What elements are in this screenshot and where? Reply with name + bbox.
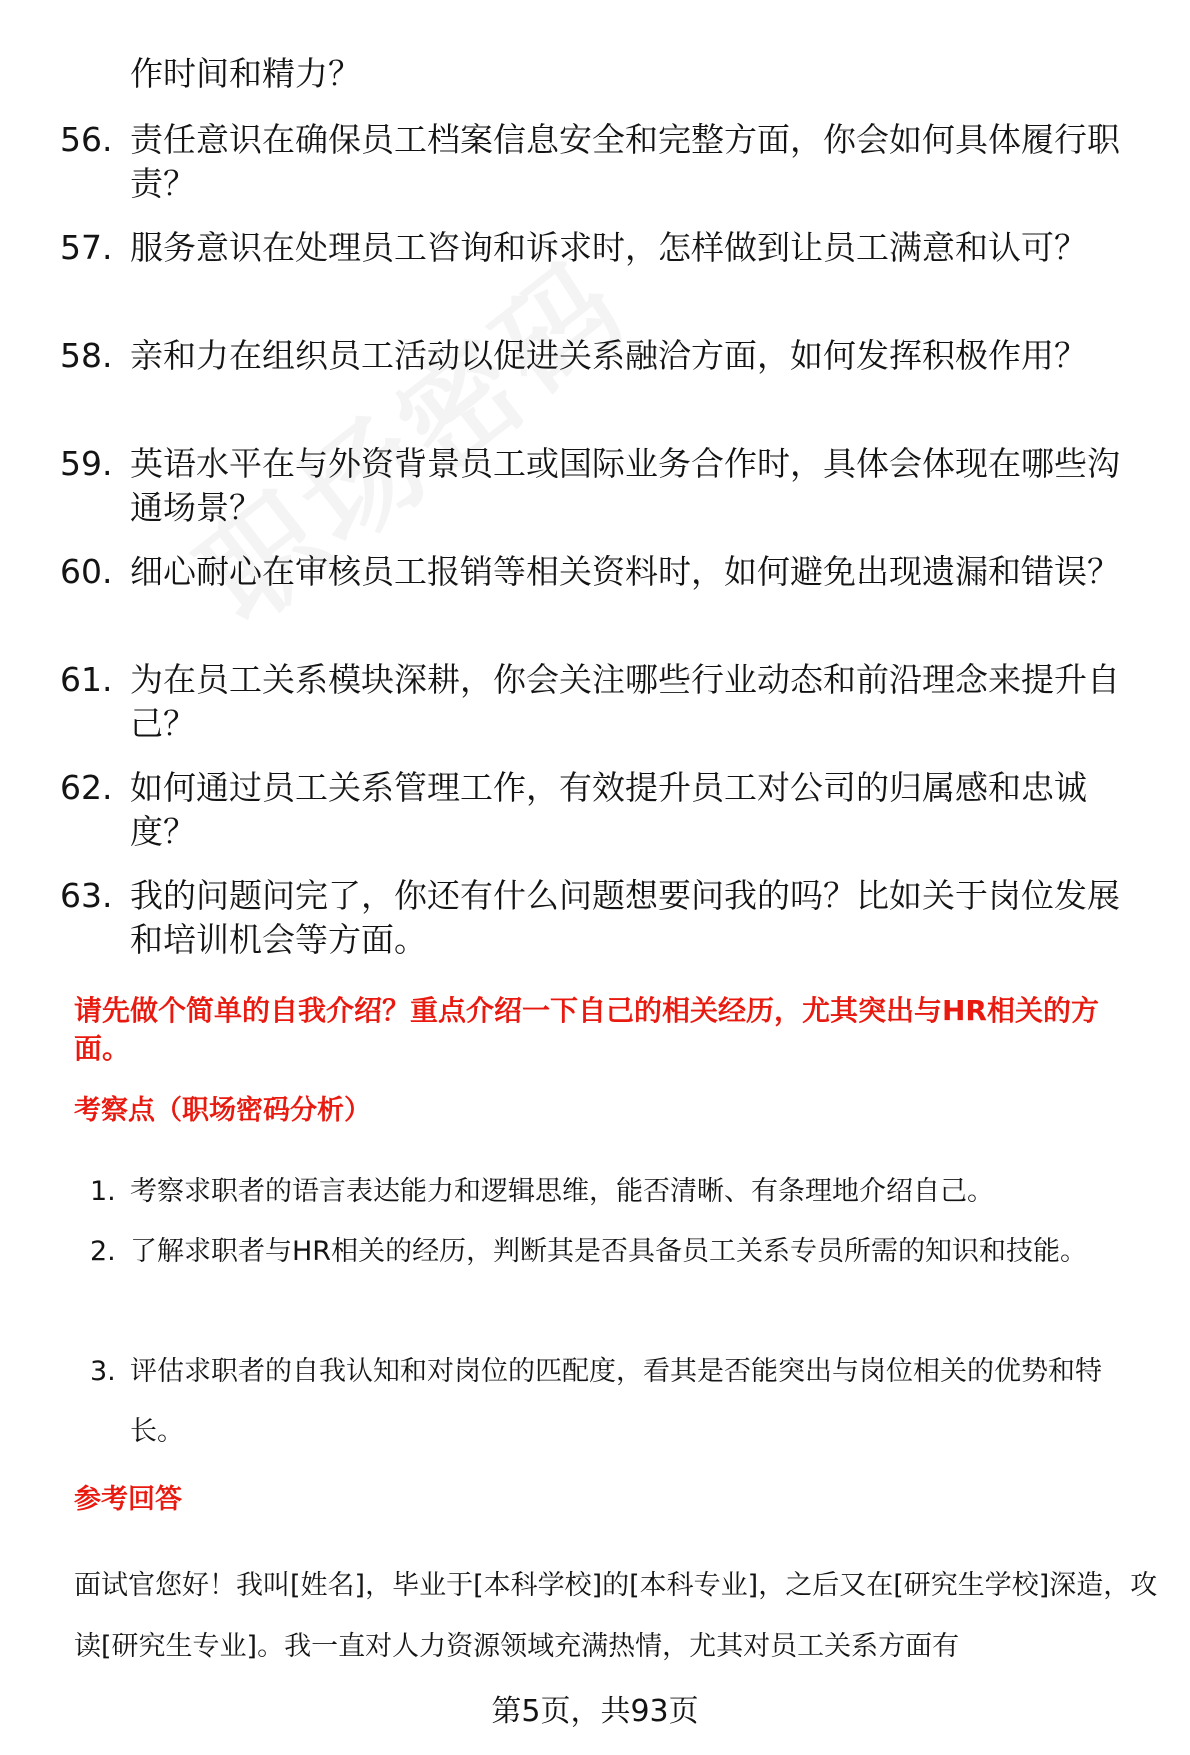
question-number: 61. [60, 660, 113, 699]
points-heading: 考察点（职场密码分析） [74, 1095, 371, 1126]
question-continuation: 作时间和精力？ [130, 54, 361, 93]
question-number: 60. [60, 552, 113, 591]
page-number: 第5页，共93页 [491, 1694, 699, 1729]
question-number: 57. [60, 228, 113, 267]
question-text: 责任意识在确保员工档案信息安全和完整方面，你会如何具体履行职责？ [130, 120, 1120, 203]
question-number: 59. [60, 444, 113, 483]
question-number: 56. [60, 120, 113, 159]
point-number: 1. [90, 1176, 116, 1207]
question-text: 如何通过员工关系管理工作，有效提升员工对公司的归属感和忠诚度？ [130, 768, 1087, 851]
section-question-title: 请先做个简单的自我介绍？重点介绍一下自己的相关经历，尤其突出与HR相关的方面。 [74, 994, 1099, 1065]
point-text: 考察求职者的语言表达能力和逻辑思维，能否清晰、有条理地介绍自己。 [130, 1176, 994, 1207]
question-text: 服务意识在处理员工咨询和诉求时，怎样做到让员工满意和认可？ [130, 228, 1087, 267]
question-number: 58. [60, 336, 113, 375]
question-number: 63. [60, 876, 113, 915]
question-text: 为在员工关系模块深耕，你会关注哪些行业动态和前沿理念来提升自己？ [130, 660, 1120, 743]
answer-text: 面试官您好！我叫[姓名]，毕业于[本科学校]的[本科专业]，之后又在[研究生学校]深造，攻读[研究生专业]。我一直对人力资源领域充满热情，尤其对员工关系方面有 [74, 1570, 1158, 1662]
point-text: 评估求职者的自我认知和对岗位的匹配度，看其是否能突出与岗位相关的优势和特长。 [130, 1356, 1102, 1447]
question-text: 亲和力在组织员工活动以促进关系融洽方面，如何发挥积极作用？ [130, 336, 1087, 375]
question-number: 62. [60, 768, 113, 807]
point-text: 了解求职者与HR相关的经历，判断其是否具备员工关系专员所需的知识和技能。 [130, 1236, 1088, 1267]
question-text: 英语水平在与外资背景员工或国际业务合作时，具体会体现在哪些沟通场景？ [130, 444, 1120, 527]
answer-heading: 参考回答 [74, 1484, 182, 1515]
question-text: 细心耐心在审核员工报销等相关资料时，如何避免出现遗漏和错误？ [130, 552, 1120, 591]
point-number: 3. [90, 1356, 116, 1387]
question-text: 我的问题问完了，你还有什么问题想要问我的吗？比如关于岗位发展和培训机会等方面。 [130, 876, 1120, 959]
point-number: 2. [90, 1236, 116, 1267]
